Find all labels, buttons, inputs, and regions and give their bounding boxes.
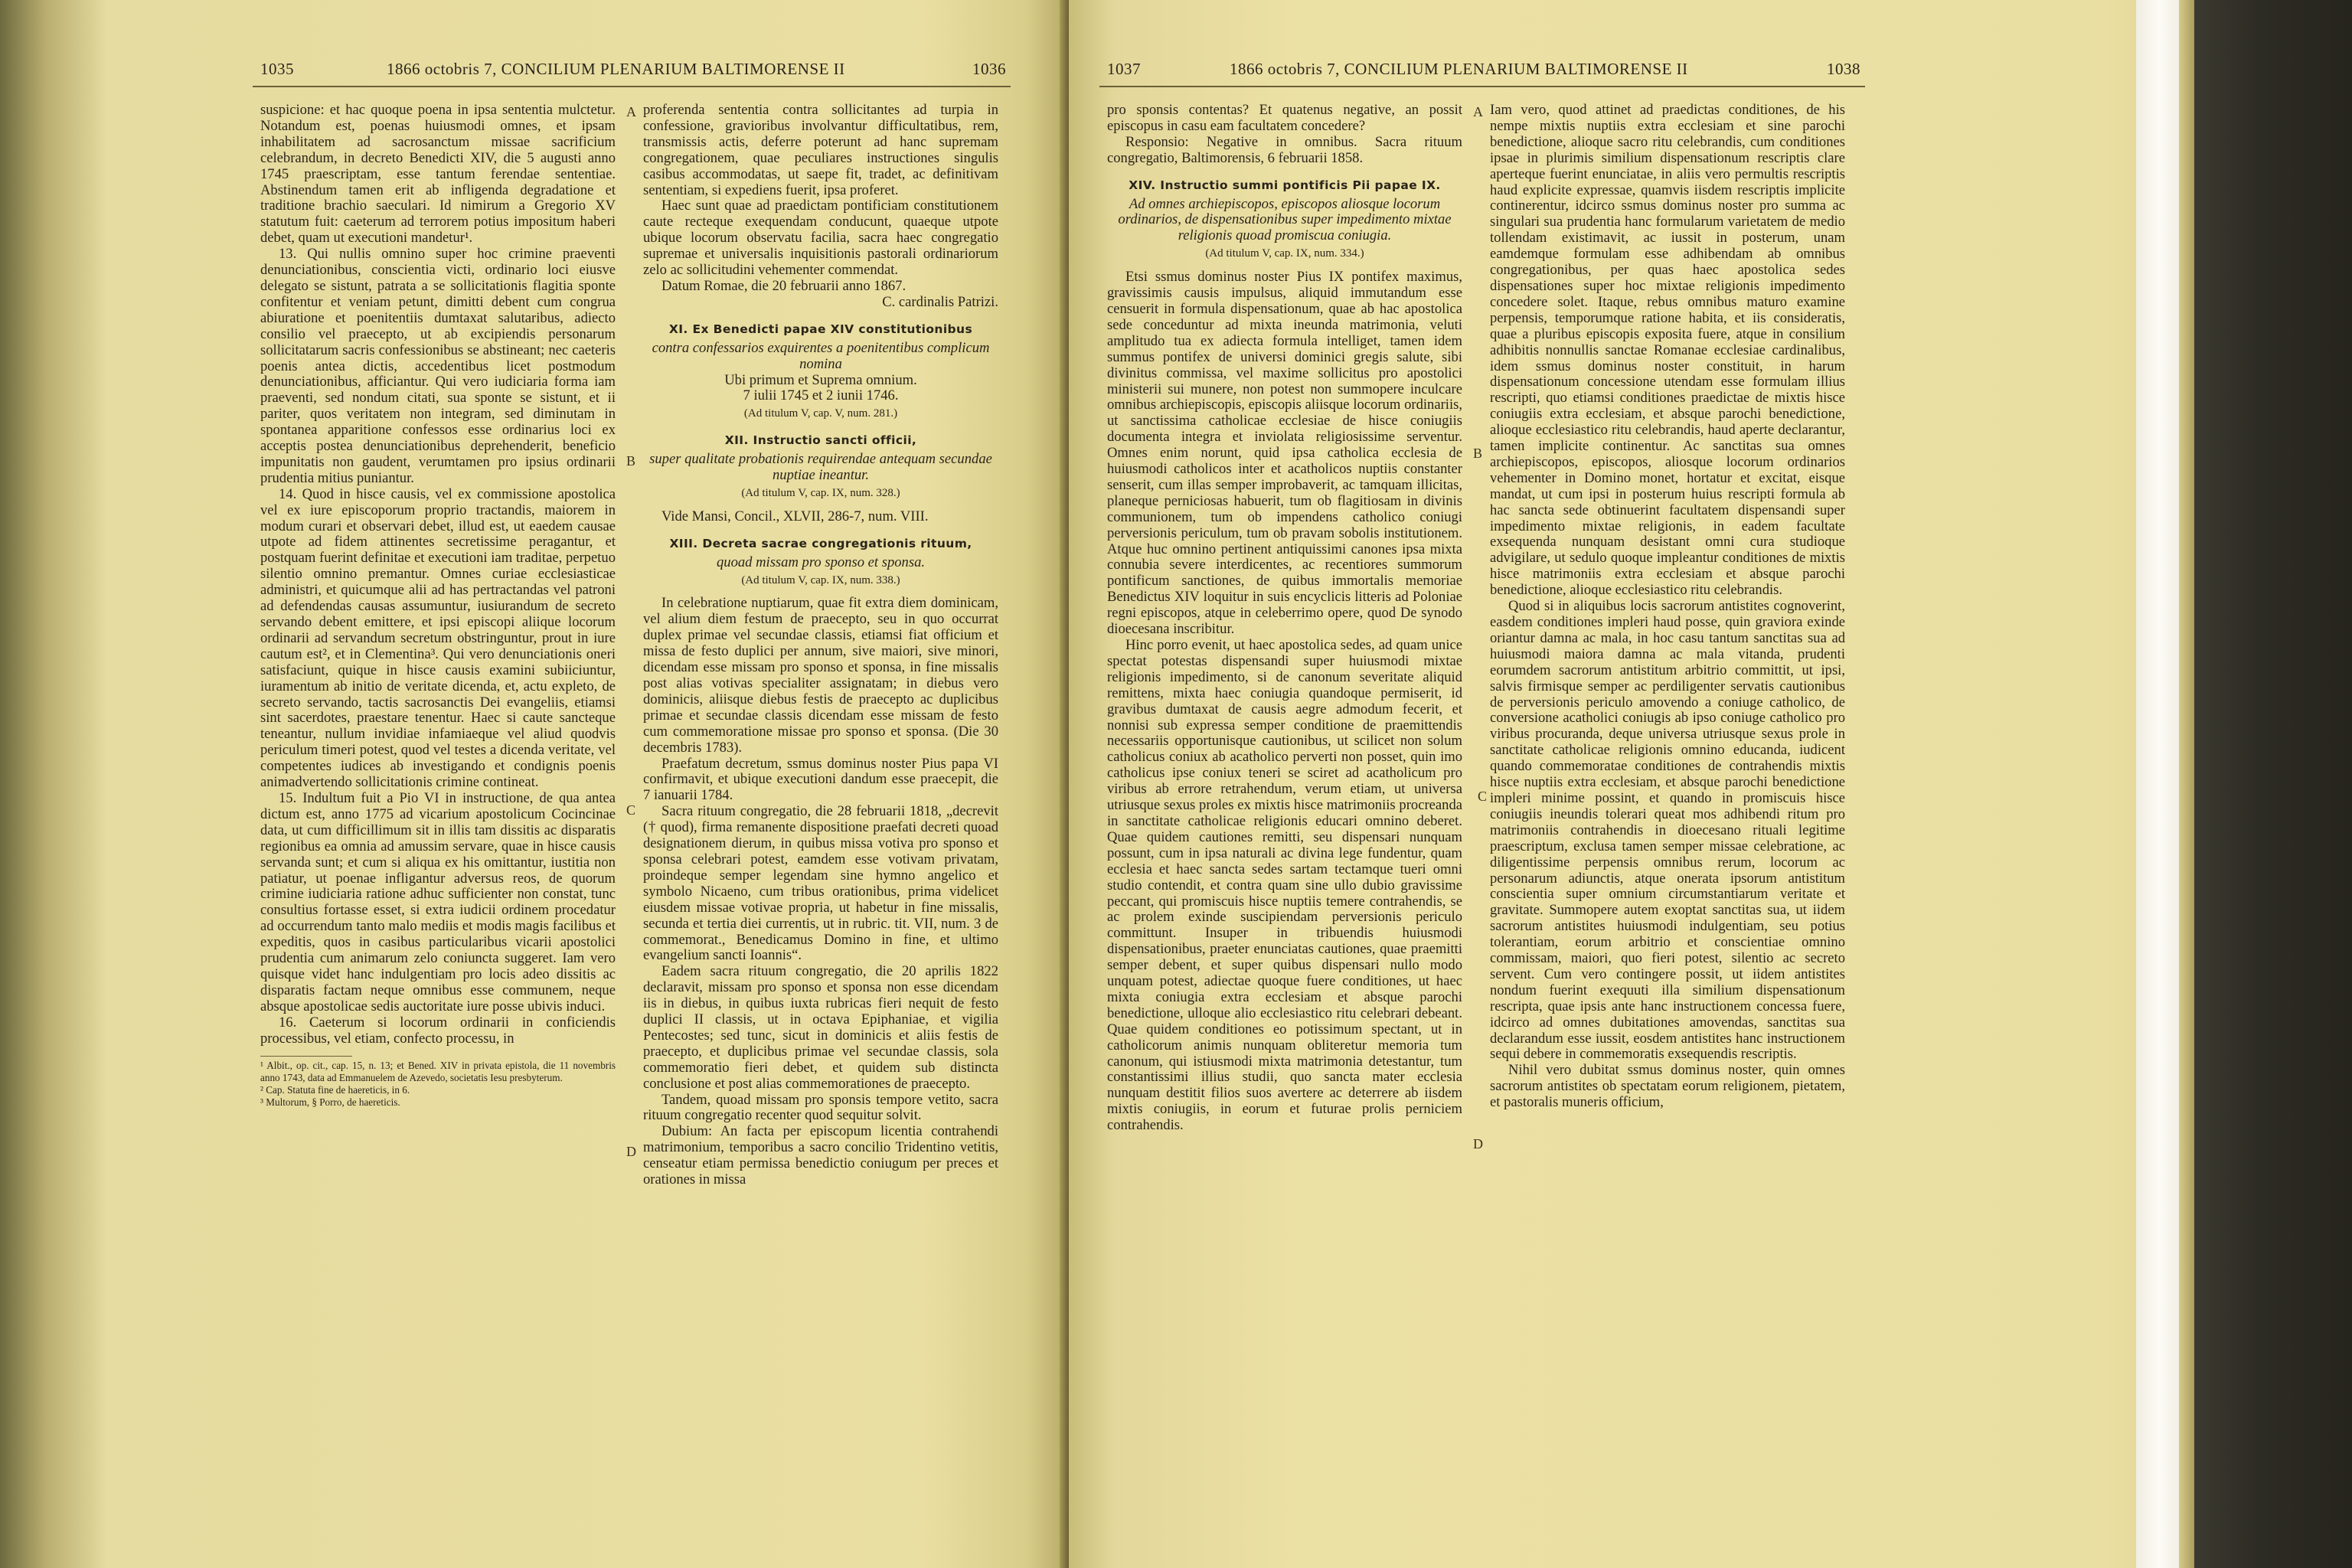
section-subtitle: contra confessarios exquirentes a poenitentibus complicum nomina — [652, 339, 990, 372]
page-number-1038: 1038 — [1827, 60, 1860, 78]
section-reference: (Ad titulum V, cap. IX, num. 334.) — [1205, 247, 1364, 260]
header-rule — [1099, 86, 1865, 87]
section-text: Vide Mansi, Concil., XLVII, 286-7, num. VIII. — [662, 508, 929, 524]
section-heading-xi: XI. Ex Benedicti papae XIV constitutionibus — [668, 322, 973, 336]
paragraph-15: 15. Indultum fuit a Pio VI in instructione, de qua antea dictum est, anno 1775 ad vicarium apostolicum Cocincinae data, ut cum difficillimum sit in illis tam dissitis ac disparatis regionibus ea omnia ad amussim servare, quae in hisce causis servanda sunt; et cum si aliqua ex his omittantur, iustitia non patiatur, ut poenae infligantur adversus reos, de quorum crimine iudiciaria ratione adhuc sufficienter non constat, tunc consultius fortasse esset, si extra iudicii ordinem procedatur ad occurrendum tanto malo mediis et modis magis facilibus et expeditis, quos in casibus particularibus vicarii apostolici prudentia cum animarum zelo coniuncta suggeret. Iam vero quisque videt hanc indulgentiam pro locis adeo dissitis ac disparatis factam neque omnibus esse communem, neque absque apostolicae sedis auctoritate iure posse ubivis induci. — [260, 789, 616, 1014]
paragraph: Nihil vero dubitat ssmus dominus noster, quin omnes sacrorum antistites ob spectatam eorum religionem, pietatem, et pastoralis muneris officium, — [1490, 1062, 1845, 1111]
left-page-column-1 — [260, 103, 616, 1109]
left-page — [0, 0, 1067, 1568]
right-page-column-2 — [1490, 103, 1845, 1111]
paragraph: In celebratione nuptiarum, quae fit extra diem dominicam, vel alium diem festum de praecepto, seu in quo occurrat duplex primae vel secundae classis, etiamsi fiat officium et missa de festo duplici per annum, sive maiori, sive minori, dicendam esse missam pro sponso et sponsa, in fine missalis post alias votivas specialiter assignatam; in diebus vero dominicis, aliisque diebus festis de praecepto ac duplicibus primae et secundae classis dicendam esse missam de festo cum commemoratione missae pro sponso et sponsa. (Die 30 decembris 1783). — [643, 595, 998, 756]
footnote-2: ² Cap. Statuta fine de haereticis, in 6. — [260, 1084, 410, 1096]
footnote-rule — [260, 1056, 352, 1057]
section-dates: 7 iulii 1745 et 2 iunii 1746. — [743, 387, 899, 404]
paragraph: pro sponsis contentas? Et quatenus negative, an possit episcopus in casu eam facultatem concedere? — [1107, 102, 1462, 134]
section-subtitle: super qualitate probationis requirendae antequam secundae nuptiae ineantur. — [649, 451, 992, 484]
margin-letter-d: D — [626, 1144, 636, 1159]
right-page — [1069, 0, 2179, 1568]
page-number-1037: 1037 — [1107, 60, 1141, 78]
paragraph: Praefatum decretum, ssmus dominus noster Pius papa VI confirmavit, et ubique executioni dandum esse praecepit, die 7 ianuarii 1784. — [643, 755, 998, 804]
paragraph: Sacra rituum congregatio, die 28 februarii 1818, „decrevit († quod), firma remanente dispositione praefati decreti quoad designationem dierum, in quibus missa votiva pro sponso et sponsa celebrari potest, eamdem esse votivam privatam, proindeque semper legendam sine hymno angelico et symbolo Nicaeno, cum tribus orationibus, prima videlicet eiusdem missae votivae propria, ut habetur in fine missalis, secunda et tertia diei currentis, ut in rubric. tit. VII, num. 3 de commemorat., Benedicamus Domino in fine, et ultimo evangelium sancti Ioannis“. — [643, 803, 998, 964]
section-heading-xiv: XIV. Instructio summi pontificis Pii papae IX. — [1129, 178, 1441, 192]
running-title: 1866 octobris 7, CONCILIUM PLENARIUM BALTIMORENSE II — [387, 60, 845, 78]
paragraph: Quod si in aliquibus locis sacrorum antistites cognoverint, easdem conditiones impleri haud posse, quin graviora exinde oriantur damna ac mala, in hoc casu tantum sanctitas sua ad huiusmodi maiora damna ac mala vitanda, prudenti eorumdem sacrorum antistitum arbitrio committit, ut ipsi, salvis firmisque semper ac perdiligenter servatis cautionibus de perversionis periculo amovendo a coniuge catholico, de conversione acatholici coniugis ab ipso coniuge catholico pro viribus procuranda, deque universa utriusque sexus prole in sanctitate catholicae religionis omnino educanda, iudicent quando commemoratae conditiones de contrahendis mixtis hisce nuptiis extra ecclesiam, et absque parochi benedictione impleri minime possint, et quando in promiscuis hisce coniugiis ineundis tolerari queat mos adhibendi ritum pro matrimoniis contrahendis in dioecesano rituali legitime praescriptum, exclusa tamen semper missae celebratione, ac diligentissime perpensis omnibus rerum, locorum ac personarum adiunctis, atque onerata ipsorum antistitum conscientia super omnium circumstantiarum veritate et gravitate. Summopere autem exoptat sanctitas sua, ut iidem sacrorum antistites huiusmodi indulgentiam, seu potius tolerantiam, eorum arbitrio et conscientiae omnino commissam, maiori, quo fieri potest, silentio ac secreto servent. Cum vero contingere possit, ut iidem antistites nondum fuerint exequuti illa similium dispensationum rescripta, quae ipsis ante hanc instructionem concessa fuere, idcirco ad omnes dubitationes amovendas, sanctitas sua declarandum esse iussit, eosdem antistites hanc instructionem sequi debere in commemoratis exsequendis rescriptis. — [1490, 598, 1845, 1063]
paragraph: proferenda sententia contra sollicitantes ad turpia in confessione, gravioribus involvantur difficultatibus, rem, transmissis actis, deferre poterunt ad hanc supremam congregationem, quae peculiares instructiones singulis casibus accommodatas, ut saepe fit, tradet, ac definitivam sententiam, si expediens fuerit, ipsa proferet. — [643, 102, 998, 198]
margin-letter-b: B — [626, 453, 636, 469]
paragraph-14: 14. Quod in hisce causis, vel ex commissione apostolica vel ex iure episcoporum proprio tractandis, maiorem in modum curari et observari debet, illud est, ut eaedem causae utpote ad fidem attinentes secretissime peragantur, et postquam fuerint definitae et executioni iam traditae, perpetuo silentio omnino premantur. Omnes curiae ecclesiasticae administri, et quicumque alii ad has pertractandas vel patroni ad defendendas causas assumuntur, iusiurandum de secreto servando debent emittere, et ipsi episcopi aliique locorum ordinarii ad servandum secretum obstringuntur, prout in iure cautum est², et in Clementina³. Qui vero denunciationis oneri satisfaciunt, quique in hisce causis examini subiiciuntur, iuramentum ab initio de veritate dicenda, et, actu expleto, de secreto servando, tactis sacrosanctis Dei evangeliis, etiamsi sint sacerdotes, praestare tenentur. Haec si caute sancteque teneantur, nullum invidiae infamiaeque vel aliud quodvis periculum timeri potest, quod vel testes a dicenda veritate, vel competentes iudices ab investigando et condignis poenis animadvertendo sollicitationis crimine contineat. — [260, 485, 616, 791]
margin-letter-a: A — [626, 104, 636, 119]
paragraph: suspicione: et hac quoque poena in ipsa sententia mulctetur. Notandum est, poenas huiusmodi omnes, et ipsam inhabilitatem ad sacrosanctum missae sacrificium celebrandum, in decreto Benedicti XIV, die 5 augusti anno 1745 praescriptam, esse tantum ferendae sententiae. Abstinendum tamen erit ab infligenda degradatione et traditione brachio saeculari. Id nimirum a Gregorio XV statutum fuit: caeterum ad terrorem potius impositum haberi debet, quam ut executioni mandetur¹. — [260, 102, 616, 247]
paragraph-13: 13. Qui nullis omnino super hoc crimine praeventi denunciationibus, conscientia victi, ordinario loci eiusve delegato se sistunt, patrata a se sollicitationis flagitia sponte confitentur et veniam petunt, dimitti debent cum congrua abiuratione et poenitentiis dumtaxat salutaribus, adiecto consilio vel praecepto, ut ab excipiendis personarum sollicitatarum sacris confessionibus se abstineant; nec caeteris poenis antea dictis, accedentibus licet postmodum denunciationibus, afficiantur. Qui vero iudiciaria forma iam praeventi, sed nondum citati, sua sponte se sistunt, et ii pariter, quos veritatem non integram, sed diminutam in spontanea apparitione confessos esse ordinarius loci ex acceptis postea denunciationibus deprehenderit, beneficio impunitatis non gaudent, verumtamen pro ipsius ordinarii prudentia mitius puniantur. — [260, 246, 616, 486]
paragraph: Eadem sacra rituum congregatio, die 20 aprilis 1822 declaravit, missam pro sponso et sponsa non esse dicendam iis in diebus, in quibus iuxta rubricas fieri nequit de festo duplici II classis, ut in octava Epiphaniae, et vigilia Pentecostes; sed tunc, sicut in dominicis et aliis festis de praecepto, et duplicibus primae vel secundae classis, sola commemoratio fieri debet, et quidem sub distincta conclusione et post alias commemorationes de praecepto. — [643, 963, 998, 1092]
margin-letter-b: B — [1473, 446, 1483, 461]
right-page-column-1 — [1107, 103, 1462, 1134]
paragraph-dubium: Dubium: An facta per episcopum licentia contrahendi matrimonium, temporibus a sacro concilio Tridentino vetitis, censeatur etiam permissa benedictio coniugum per preces et orationes in missa — [643, 1123, 998, 1188]
page-number-1036: 1036 — [972, 60, 1006, 78]
section-subtitle: quoad missam pro sponso et sponsa. — [716, 554, 926, 570]
signature: C. cardinalis Patrizi. — [882, 293, 998, 310]
section-reference: (Ad titulum V, cap. IX, num. 338.) — [741, 573, 900, 586]
section-reference: (Ad titulum V, cap. IX, num. 328.) — [741, 486, 900, 499]
scanner-background — [2194, 0, 2352, 1568]
paragraph: Tandem, quoad missam pro sponsis tempore vetito, sacra rituum congregatio recenter quod sequitur solvit. — [643, 1091, 998, 1124]
paragraph: Etsi ssmus dominus noster Pius IX pontifex maximus, gravissimis causis impulsus, aliquid immutandum esse censuerit in formula dispensationum, quae ab hac apostolica sede conceduntur ad mixta ineunda matrimonia, veluti amplitudo tua ex adiecta formula intelliget, tamen idem summus pontifex de universi dominici gregis salute, sibi divinitus commissa, vel maxime sollicitus pro apostolici ministerii sui munere, non potest non summopere inculcare omnibus archiepiscopis, episcopis aliisque locorum ordinariis, ut sanctissima catholicae ecclesiae de hisce coniugiis documenta integra et inviolata religiosissime serventur. Omnes enim norunt, quid ipsa catholica ecclesia de huiusmodi catholicos inter et acatholicos nuptiis constanter senserit, cum illas semper improbaverit, ac tamquam illicitas, planeque perniciosas habuerit, tum ob flagitiosam in divinis communionem, tum ob impendens catholico coniugi perversionis periculum, tum ob pravam sobolis institutionem. Atque huc omnino pertinent antiquissimi canones ipsa mixta connubia severe interdicentes, ac recentiores summorum pontificum sanctiones, de quibus immortalis memoriae Benedictus XIV loquitur in suis encyclicis litteris ad Poloniae regni episcopos, atque in celeberrimo opere, quod De synodo dioecesana inscribitur. — [1107, 269, 1462, 638]
paragraph-16: 16. Caeterum si locorum ordinarii in conficiendis processibus, vel etiam, confecto processu, in — [260, 1014, 616, 1047]
margin-letter-d: D — [1473, 1136, 1483, 1152]
paragraph: Iam vero, quod attinet ad praedictas conditiones, de his nempe mixtis nuptiis extra ecclesiam et sine parochi benedictione, alioque sacro ritu celebrandis, cum conditiones ipsae in plurimis similium dispensationum rescriptis clare aperteque fuerint enunciatae, in aliis vero permultis rescriptis haud explicite expressae, quamvis iisdem rescriptis implicite continerentur, idcirco ssmus dominus noster pro summa ac singulari sua prudentia hanc formularum varietatem de medio tollendam existimavit, ac iussit in posterum, unam eamdemque formulam esse adhibendam ab omnibus congregationibus, per quas haec apostolica sedes dispensationes super hoc mixtae religionis impedimento concedere solet. Itaque, rebus omnibus maturo examine perpensis, temporumque ratione habita, et iis consideratis, quae a pluribus episcopis exposita fuere, atque in consilium adhibitis nonnullis sanctae Romanae ecclesiae cardinalibus, idem ssmus dominus noster constituit, in harum dispensationum concessione utendam esse formulam illius rescripti, quo etiamsi conditiones praedictae de mixtis hisce coniugiis extra ecclesiam, et absque parochi benedictione, alioque ecclesiastico ritu celebrandis, haud aperte declarantur, tamen implicite continentur. Ac sanctitas sua omnes archiepiscopos, episcopos, aliosque locorum ordinarios vehementer in Domino monet, hortatur et excitat, eisque mandat, ut cum ipsi in posterum huius rescripti formula ab hac sancta sede obtinuerint facultatem dispensandi super impedimento mixtae religionis, in eadem facultate exsequenda nunquam desistant omni cura studioque advigilare, ut sedulo quoque impleantur conditiones de mixtis hisce matrimoniis extra ecclesiam et absque parochi benedictione, alioque ecclesiastico ritu celebrandis. — [1490, 102, 1845, 599]
section-subtitle: Ad omnes archiepiscopos, episcopos aliosque locorum ordinarios, de dispensationibus super impedimento mixtae religionis quoad promiscua coniugia. — [1118, 195, 1452, 244]
margin-letter-c: C — [1478, 789, 1488, 804]
footnote-1: ¹ Albit., op. cit., cap. 15, n. 13; et Bened. XIV in privata epistola, die 11 novembris anno 1743, data ad Emmanuelem de Azevedo, societatis Iesu presbyterum. — [260, 1060, 616, 1084]
page-number-1035: 1035 — [260, 60, 294, 78]
header-rule — [253, 86, 1011, 87]
section-heading-xiii: XIII. Decreta sacrae congregationis rituum, — [669, 536, 972, 550]
margin-letter-a: A — [1473, 104, 1483, 119]
paragraph: Haec sunt quae ad praedictam pontificiam constitutionem caute recteque exequendam conducunt, quaeque utpote ubique locorum observatu facilia, sacra haec congregatio supremae et universalis inquisitionis pastorali ordinariorum zelo ac sollicitudini vehementer commendat. — [643, 198, 998, 279]
footnote-3: ³ Multorum, § Porro, de haereticis. — [260, 1096, 400, 1109]
paragraph: Hinc porro evenit, ut haec apostolica sedes, ad quam unice spectat potestas dispensandi super huiusmodi mixtae religionis impedimento, si de canonum severitate aliquid remittens, mixta haec coniugia quandoque permiserit, id gravibus dumtaxat de causis aegre admodum fecerit, et nonnisi sub expressa semper conditione de praemittendis necessariis opportunisque cautionibus, ut scilicet non solum catholicus coniux ab acatholico perverti non posset, quin imo catholicus ipse coniux teneri se sciret ad acatholicum pro viribus ab errore retrahendum, verum etiam, ut universa utriusque sexus proles ex mixtis hisce matrimoniis procreanda in sanctitate catholicae religionis educari omnino deberet. Quae quidem cautiones remitti, seu dispensari nunquam possunt, cum in ipsa naturali ac divina lege fundentur, quam ecclesia et haec sancta sedes sartam tectamque tueri omni studio contendit, et contra quam sine ullo dubio gravissime peccant, qui promiscuis hisce nuptiis temere contrahendis, se ac prolem exinde suscipiendam perversionis periculo committunt. Insuper in tribuendis huiusmodi dispensationibus, praeter enunciatas cautiones, quae praemitti semper debent, et super quibus dispensari nullo modo unquam potest, adiectae quoque fuere conditiones, ut haec mixta coniugia extra ecclesiam et absque parochi benedictione, ulloque alio ecclesiastico ritu celebrari debeant. Quae quidem conditiones eo potissimum spectant, ut in catholicorum animis nunquam obliteretur memoria tum canonum, qui istiusmodi mixta matrimonia detestantur, tum constantissimi illius studii, quo sancta mater ecclesia nunquam destitit filios suos avertere ac deterrere ab iisdem mixtis coniugiis, in eorum et futurae prolis perniciem contrahendis. — [1107, 637, 1462, 1134]
left-page-column-2 — [643, 103, 998, 1188]
page-edge — [2179, 0, 2194, 1568]
section-text: Ubi primum et Suprema omnium. — [724, 371, 917, 388]
running-title: 1866 octobris 7, CONCILIUM PLENARIUM BALTIMORENSE II — [1230, 60, 1688, 78]
responsio: Responsio: Negative in omnibus. Sacra rituum congregatio, Baltimorensis, 6 februarii 1858. — [1107, 133, 1462, 166]
section-reference: (Ad titulum V, cap. V, num. 281.) — [743, 407, 898, 420]
date-line: Datum Romae, die 20 februarii anno 1867. — [662, 277, 906, 294]
margin-letter-c: C — [626, 802, 636, 818]
section-heading-xii: XII. Instructio sancti officii, — [724, 433, 917, 448]
